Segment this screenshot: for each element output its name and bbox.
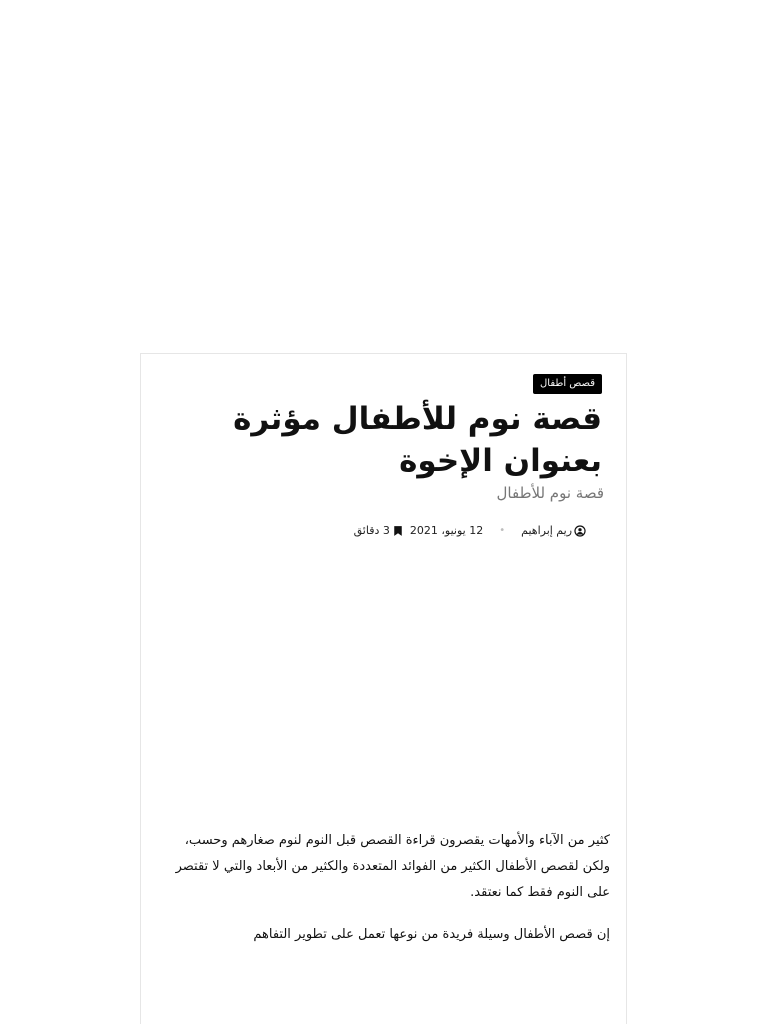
article-card — [140, 353, 627, 1024]
bookmark-icon — [392, 525, 404, 537]
meta-separator: • — [499, 525, 506, 536]
body-paragraph-1: كثير من الآباء والأمهات يقصرون قراءة القصص قبل النوم لنوم صغارهم وحسب، ولكن لقصص الأطفال الكثير من الفوائد المتعددة والكثير من الأبعاد والتي لا تقتصر على النوم فقط كما نعتقد. — [175, 833, 610, 900]
read-time-meta — [354, 522, 404, 540]
user-circle-icon — [574, 525, 586, 537]
article-title: قصة نوم للأطفال مؤثرة بعنوان الإخوة — [233, 401, 602, 479]
publish-date: 12 يونيو، 2021 — [409, 524, 484, 537]
date-meta — [410, 522, 483, 540]
read-time: 3 دقائق — [353, 524, 390, 537]
author-name: ريم إبراهيم — [521, 524, 572, 537]
body-paragraph-2: إن قصص الأطفال وسيلة فريدة من نوعها تعمل على تطوير التفاهم — [253, 927, 610, 942]
category-badge[interactable]: قصص أطفال — [533, 374, 602, 394]
author-meta[interactable] — [521, 522, 586, 540]
article-meta — [354, 522, 586, 540]
article-body — [155, 828, 610, 964]
article-subtitle: قصة نوم للأطفال — [496, 484, 604, 502]
